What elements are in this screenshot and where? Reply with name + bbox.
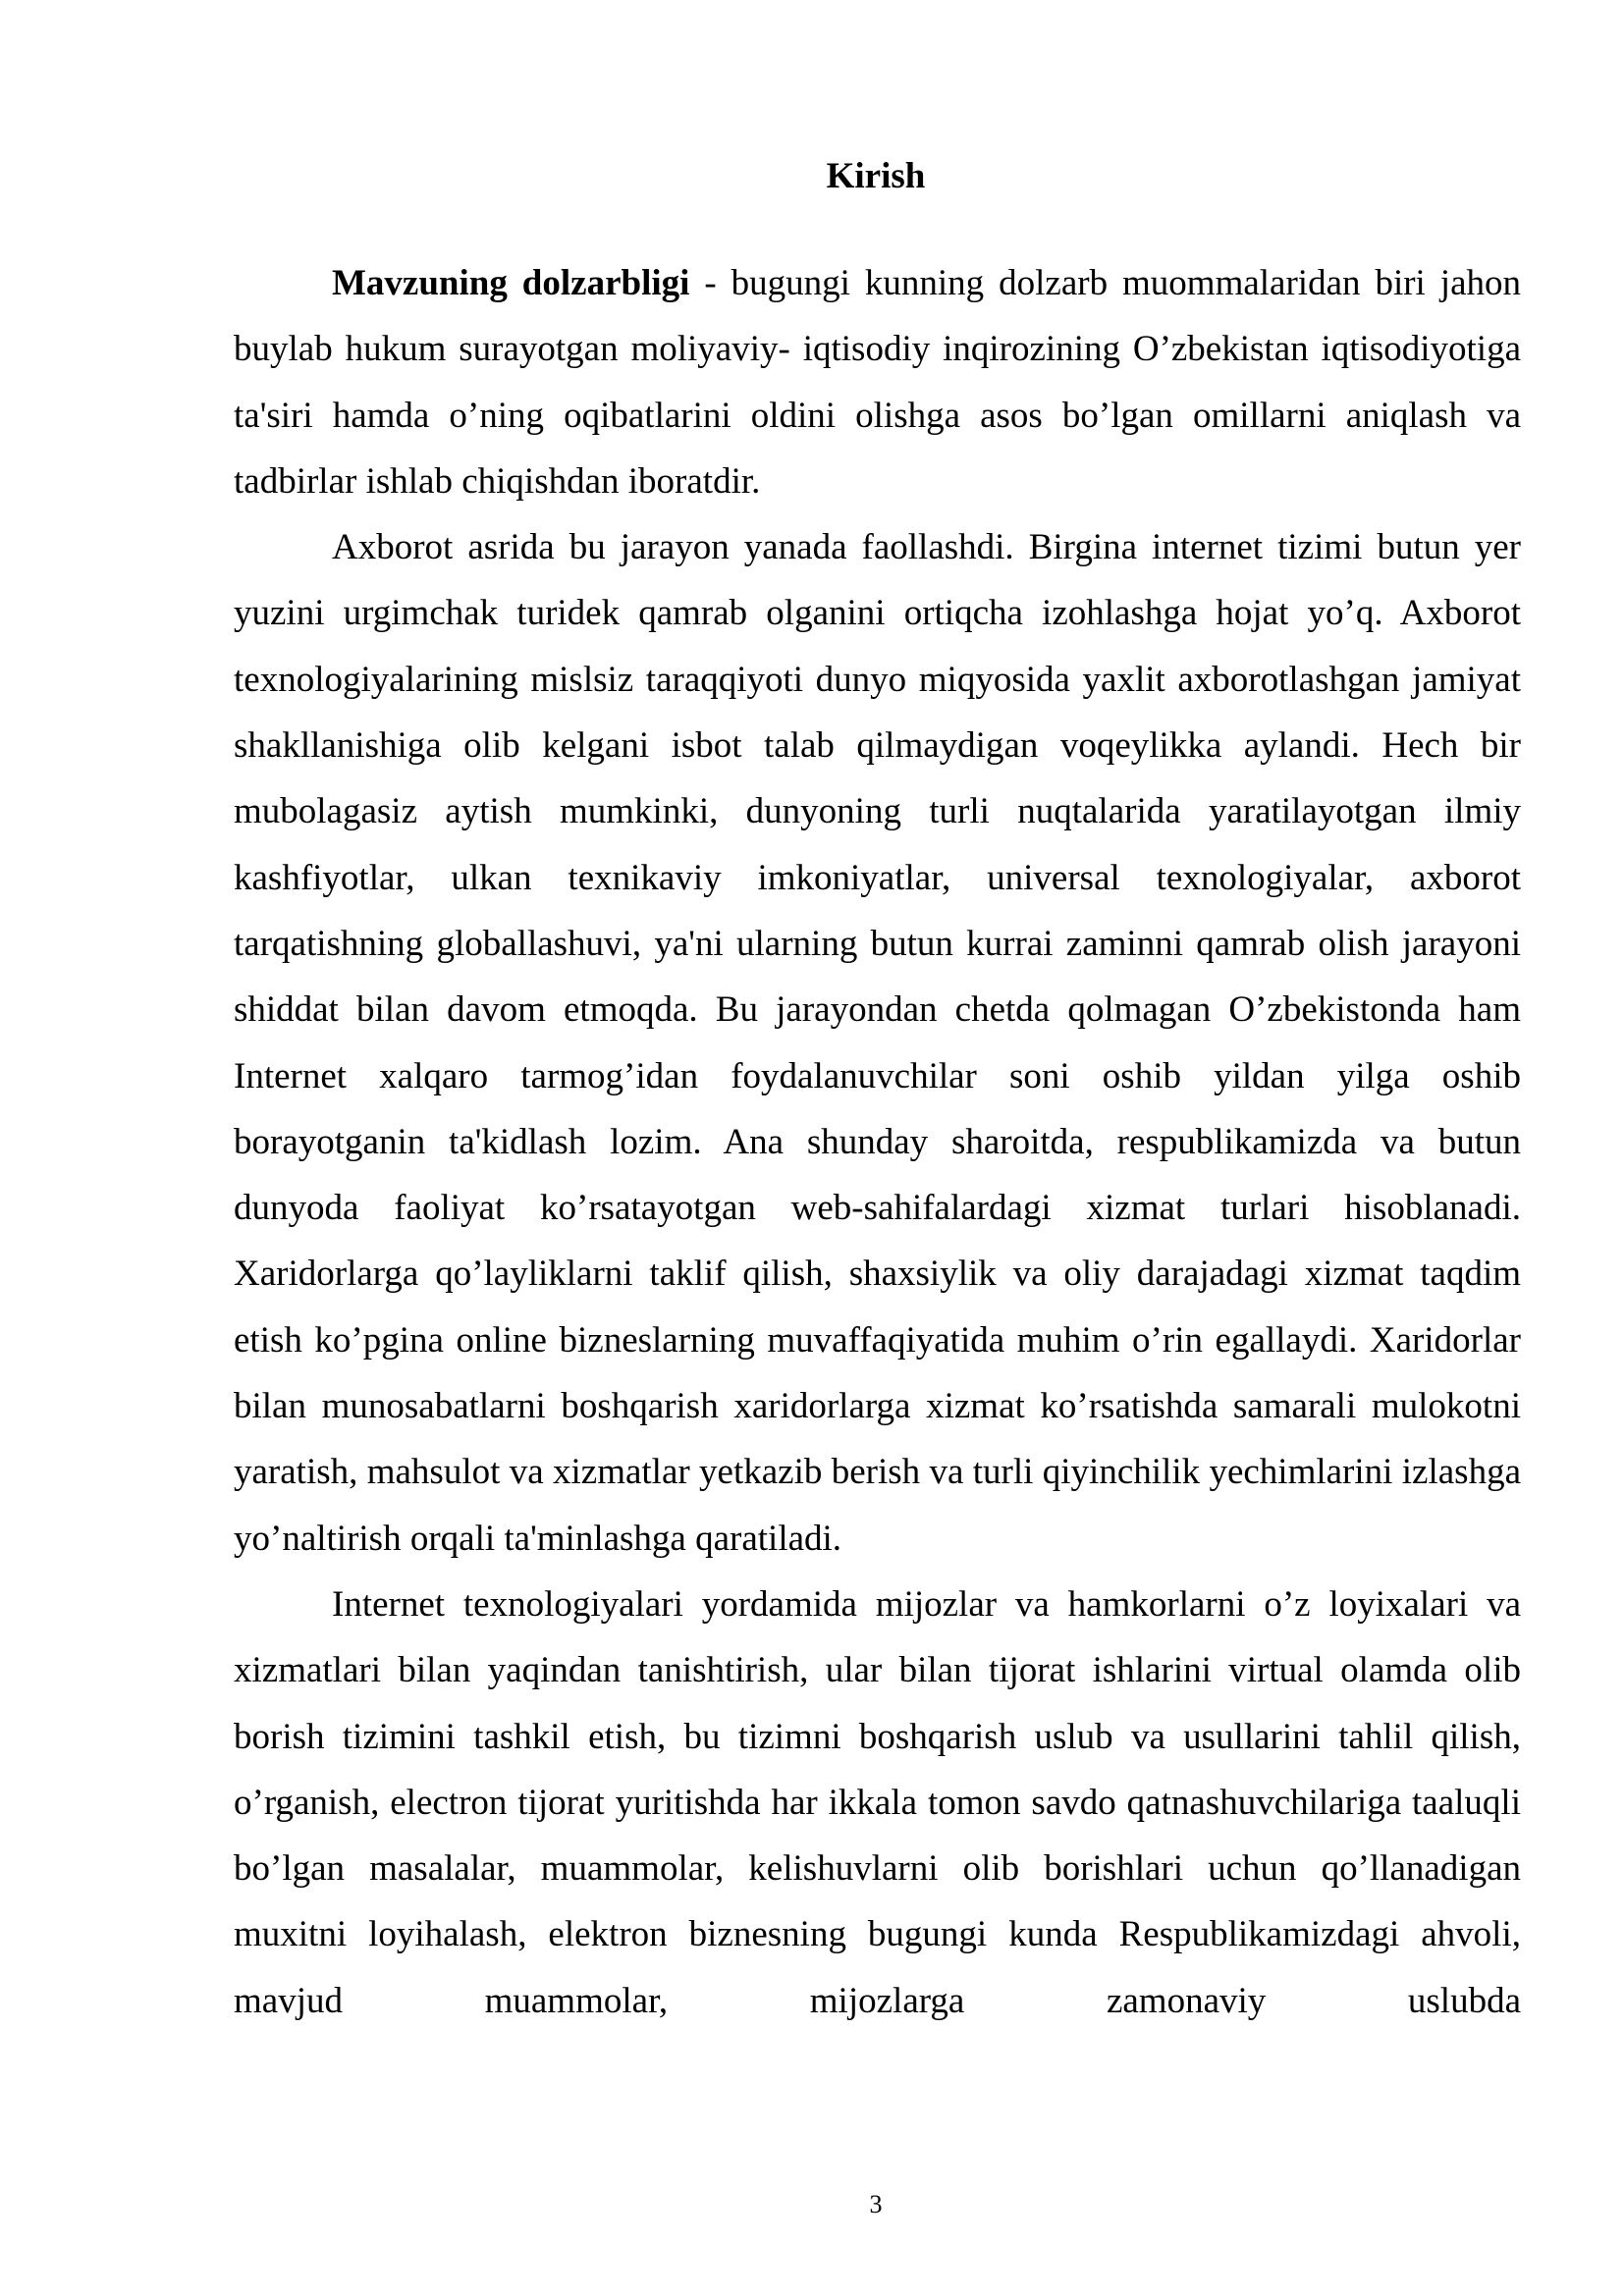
paragraph-text: Internet texnologiyalari yordamida mijozlar va hamkorlarni o’z loyixalari va xizmatlari bilan yaqindan tanishtirish, ular bilan tijorat ishlarini virtual olamda olib borish tizimini tashkil etish, bu tizimni boshqarish uslub va usullarini tahlil qilish, o’rganish, electron tijorat yuritishda har ikkala tomon savdo qatnashuvchilariga taaluqli bo’lgan masalalar, muammolar, kelishuvlarni olib borishlari uchun qo’llanadigan muxitni loyihalash, elektron biznesning bugungi kunda Respublikamizdagi ahvoli, mavjud muammolar, mijozlarga zamonaviy uslubda xyxy=(234,1583,1521,2021)
paragraph-text: - bugungi kunning dolzarb muommalaridan biri jahon buylab hukum surayotgan moliyaviy- iqtisodiy inqirozining O’zbekistan iqtisodiyotiga ta'siri hamda o’ning oqibatlarini oldini olishga asos bo’lgan omillarni aniqlash va tadbirlar ishlab chiqishdan iboratdir. xyxy=(234,263,1521,502)
paragraph-relevance xyxy=(234,250,1521,514)
paragraph-lead-term: Mavzuning dolzarbligi xyxy=(332,263,690,303)
paragraph-information-age xyxy=(234,514,1521,1572)
document-body xyxy=(234,250,1521,2034)
page-number: 3 xyxy=(869,2190,883,2218)
paragraph-internet-technologies xyxy=(234,1572,1521,2034)
page-title: Kirish xyxy=(826,156,926,196)
paragraph-text: Axborot asrida bu jarayon yanada faollashdi. Birgina internet tizimi butun yer yuzini urgimchak turidek qamrab olganini ortiqcha izohlashga hojat yo’q. Axborot texnologiyalarining mislsiz taraqqiyoti dunyo miqyosida yaxlit axborotlashgan jamiyat shakllanishiga olib kelgani isbot talab qilmaydigan voqeylikka aylandi. Hech bir mubolagasiz aytish mumkinki, dunyoning turli nuqtalarida yaratilayotgan ilmiy kashfiyotlar, ulkan texnikaviy imkoniyatlar, universal texnologiyalar, axborot tarqatishning globallashuvi, ya'ni ularning butun kurrai zaminni qamrab olish jarayoni shiddat bilan davom etmoqda. Bu jarayondan chetda qolmagan O’zbekistonda ham Internet xalqaro tarmog’idan foydalanuvchilar soni oshib yildan yilga oshib borayotganin ta'kidlash lozim. Ana shunday sharoitda, respublikamizda va butun dunyoda faoliyat ko’rsatayotgan web-sahifalardagi xizmat turlari hisoblanadi. Xaridorlarga qo’layliklarni taklif qilish, shaxsiylik va oliy darajadagi xizmat taqdim etish ko’pgina online bizneslarning muvaffaqiyatida muhim o’rin egallaydi. Xaridorlar bilan munosabatlarni boshqarish xaridorlarga xizmat ko’rsatishda samarali mulokotni yaratish, mahsulot va xizmatlar yetkazib berish va turli qiyinchilik yechimlarini izlashga yo’naltirish orqali ta'minlashga qaratiladi. xyxy=(234,527,1521,1559)
